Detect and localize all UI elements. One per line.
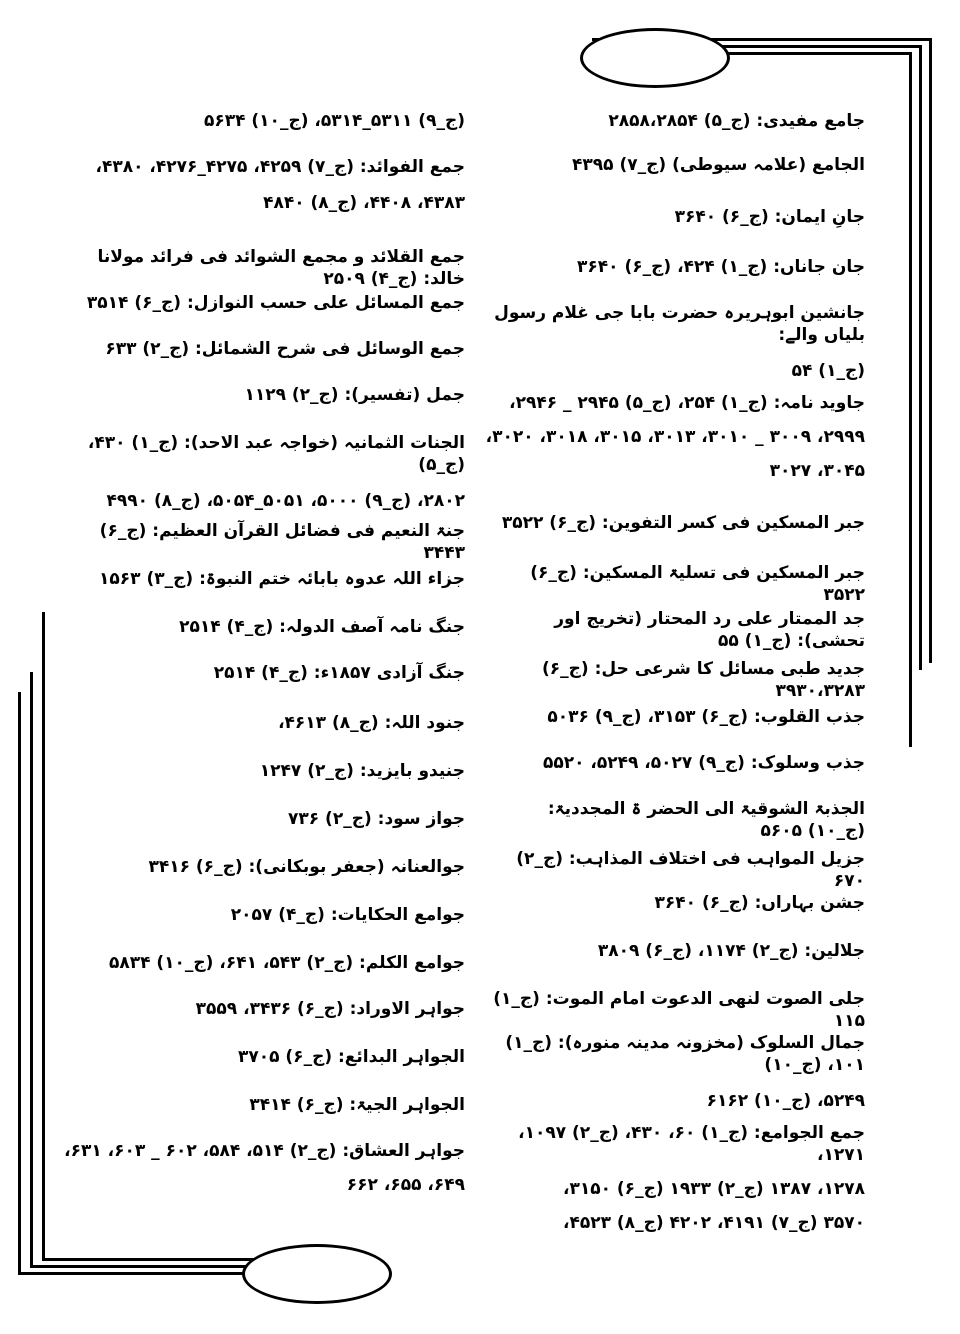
entry-14	[288, 808, 465, 830]
entry-1	[608, 110, 865, 132]
entry-line: جد الممتار علی رد المحتار (تخریج اور تحشی): (ج_۱) ۵۵	[554, 609, 865, 651]
frame-right-line-1	[929, 38, 932, 663]
entry-15	[655, 892, 865, 914]
entry-13	[485, 798, 865, 842]
entry-4	[577, 256, 865, 278]
entry-11	[547, 706, 865, 728]
entry-line: جذب وسلوک: (ج_۹) ۵۰۲۷، ۵۲۴۹، ۵۵۲۰	[542, 753, 865, 773]
entry-2	[96, 156, 465, 214]
entry-line: (ج_۱) ۵۴	[791, 361, 865, 381]
frame-bottom-oval	[242, 1244, 392, 1304]
entry-17	[485, 988, 865, 1032]
frame-left-line-2	[30, 672, 33, 1267]
entry-13	[260, 760, 465, 782]
entry-line: جمل (تفسیر): (ج_۲) ۱۱۲۹	[244, 385, 465, 405]
entry-line: جواہر العشاق: (ج_۲) ۵۱۴، ۵۸۴، ۶۰۲ _ ۶۰۳، ۶۳۱،	[64, 1141, 465, 1161]
entry-line: جواز سود: (ج_۲) ۷۳۶	[287, 809, 465, 829]
entry-9	[485, 608, 865, 652]
entry-19	[485, 1122, 865, 1234]
entry-7	[502, 512, 865, 534]
entry-16	[598, 940, 865, 962]
entry-line: جنود اللہ: (ج_۸) ۴۶۱۳،	[278, 713, 465, 733]
entry-14	[485, 848, 865, 892]
entry-line: جزیل المواہب فی اختلاف المذاہب: (ج_۲) ۶۷۰	[516, 849, 865, 891]
entry-12	[278, 712, 465, 734]
entry-line: ۴۳۸۳، ۴۴۰۸، (ج_۸) ۴۸۴۰	[263, 193, 465, 213]
entry-16	[231, 904, 465, 926]
entry-2	[572, 154, 865, 176]
entry-line: ۳۵۷۰ (ج_۷) ۴۱۹۱، ۴۲۰۲ (ج_۸) ۴۵۲۳،	[562, 1213, 865, 1233]
entry-line: جنیدو بایزید: (ج_۲) ۱۲۴۷	[259, 761, 465, 781]
entry-line: جانشین ابوہریرہ حضرت بابا جی غلام رسول بلیاں والے:	[494, 303, 865, 345]
entry-line: جنۃ النعیم فی فضائل القرآن العظیم: (ج_۶) ۳۴۴۳	[99, 521, 465, 563]
entry-line: جمع الفوائد: (ج_۷) ۴۲۵۹، ۴۲۷۵_۴۲۷۶، ۴۳۸۰،	[95, 157, 465, 177]
entry-line: جامع مفیدی: (ج_۵) ۲۸۵۸،۲۸۵۴	[608, 111, 865, 131]
entry-line: جوامع الحکایات: (ج_۴) ۲۰۵۷	[230, 905, 465, 925]
entry-line: الجنات الثمانیہ (خواجہ عبد الاحد): (ج_۱) ۴۳۰، (ج_۵)	[87, 433, 465, 475]
entry-line: ۲۹۹۹، ۳۰۰۹ _ ۳۰۱۰، ۳۰۱۳، ۳۰۱۵، ۳۰۱۸، ۳۰۲۰،	[485, 427, 865, 447]
entry-line: جلالین: (ج_۲) ۱۱۷۴، (ج_۶) ۳۸۰۹	[597, 941, 865, 961]
entry-line: (ج_۹) ۵۳۱۱_۵۳۱۴، (ج_۱۰) ۵۶۳۴	[203, 111, 465, 131]
entry-5	[485, 302, 865, 382]
entry-line: جمع الجوامع: (ج_۱) ۶۰، ۴۳۰، (ج_۲) ۱۰۹۷، ۱۲۷۱،	[518, 1123, 865, 1165]
entry-line: جواہر الاوراد: (ج_۶) ۳۴۳۶، ۳۵۵۹	[195, 999, 465, 1019]
entry-11	[214, 662, 465, 684]
frame-right-line-3	[909, 52, 912, 747]
entry-9	[99, 568, 465, 590]
entry-line: جانِ ایمان: (ج_۶) ۳۶۴۰	[674, 207, 865, 227]
frame-left-line-1	[18, 692, 21, 1272]
entry-line: ۶۴۹، ۶۵۵، ۶۶۲	[346, 1175, 465, 1195]
frame-top-oval	[580, 28, 730, 88]
entry-18	[485, 1032, 865, 1112]
entry-8	[485, 562, 865, 606]
entry-3	[60, 246, 465, 290]
entry-line: جبر المسکین فی تسلیۃ المسکین: (ج_۶) ۳۵۲۲	[530, 563, 865, 605]
entry-line: جمع المسائل علی حسب النوازل: (ج_۶) ۳۵۱۴	[86, 293, 465, 313]
frame-right-line-2	[919, 45, 922, 670]
frame-left-line-3	[42, 612, 45, 1260]
entry-17	[109, 952, 465, 974]
entry-line: الجامع (علامہ سیوطی) (ج_۷) ۴۳۹۵	[572, 155, 865, 175]
entry-line: جوامع الکلم: (ج_۲) ۵۴۳، ۶۴۱، (ج_۱۰) ۵۸۳۴	[108, 953, 465, 973]
entry-line: الجواہر الجیۃ: (ج_۶) ۳۴۱۴	[249, 1095, 465, 1115]
entry-10	[179, 616, 465, 638]
entry-line: الجذبۃ الشوقیۃ الی الحضر ۃ المجددیۃ: (ج_۱۰) ۵۶۰۵	[547, 799, 865, 841]
entry-line: جلی الصوت لنھی الدعوت امام الموت: (ج_۱) ۱۱۵	[493, 989, 865, 1031]
entry-1	[204, 110, 465, 132]
entry-20	[249, 1094, 465, 1116]
entry-4	[87, 292, 465, 314]
entry-line: جاوید نامہ: (ج_۱) ۲۵۴، (ج_۵) ۲۹۴۵ _ ۲۹۴۶،	[509, 393, 865, 413]
entry-line: ۱۲۷۸، ۱۳۸۷ (ج_۲) ۱۹۳۳ (ج_۶) ۳۱۵۰،	[562, 1179, 865, 1199]
entry-15	[148, 856, 465, 878]
entry-3	[675, 206, 865, 228]
entry-line: ۳۰۴۵، ۳۰۲۷	[769, 461, 865, 481]
entry-line: جدید طبی مسائل کا شرعی حل: (ج_۶) ۳۹۳۰،۳۲۸۳	[542, 659, 865, 701]
entry-line: جنگ نامہ آصف الدولہ: (ج_۴) ۲۵۱۴	[179, 617, 465, 637]
entry-line: جبر المسکین فی کسر التفوین: (ج_۶) ۳۵۲۲	[501, 513, 865, 533]
entry-line: جمع القلائد و مجمع الشوائد فی فرائد مولانا خالد: (ج_۴) ۲۵۰۹	[97, 247, 465, 289]
entry-6	[244, 384, 465, 406]
entry-8	[60, 520, 465, 564]
entry-line: جان جاناں: (ج_۱) ۴۲۴، (ج_۶) ۳۶۴۰	[577, 257, 865, 277]
entry-12	[543, 752, 865, 774]
entry-line: جشن بہاراں: (ج_۶) ۳۶۴۰	[654, 893, 865, 913]
entry-5	[105, 338, 465, 360]
entry-line: الجواہر البدائع: (ج_۶) ۳۷۰۵	[237, 1047, 465, 1067]
entry-line: ۵۲۴۹، (ج_۱۰) ۶۱۶۲	[706, 1091, 865, 1111]
entry-6	[486, 392, 865, 482]
entry-18	[196, 998, 465, 1020]
entry-10	[485, 658, 865, 702]
entry-line: جنگ آزادی ۱۸۵۷ء: (ج_۴) ۲۵۱۴	[213, 663, 465, 683]
entry-line: جزاء اللہ عدوہ بابائہ ختم النبوۃ: (ج_۳) ۱۵۶۳	[99, 569, 465, 589]
entry-19	[238, 1046, 465, 1068]
entry-line: ۲۸۰۲، (ج_۹) ۵۰۰۰، ۵۰۵۱_۵۰۵۴، (ج_۸) ۴۹۹۰	[106, 491, 465, 511]
entry-line: جوالعنانہ (جعفر بوبکانی): (ج_۶) ۳۴۱۶	[148, 857, 465, 877]
entry-line: جمع الوسائل فی شرح الشمائل: (ج_۲) ۶۳۳	[105, 339, 465, 359]
entry-line: جمال السلوک (مخزونہ مدینہ منورہ): (ج_۱) ۱۰۱، (ج_۱۰)	[505, 1033, 865, 1075]
entry-line: جذب القلوب: (ج_۶) ۳۱۵۳، (ج_۹) ۵۰۳۶	[547, 707, 865, 727]
entry-7	[60, 432, 465, 512]
entry-21	[64, 1140, 465, 1196]
